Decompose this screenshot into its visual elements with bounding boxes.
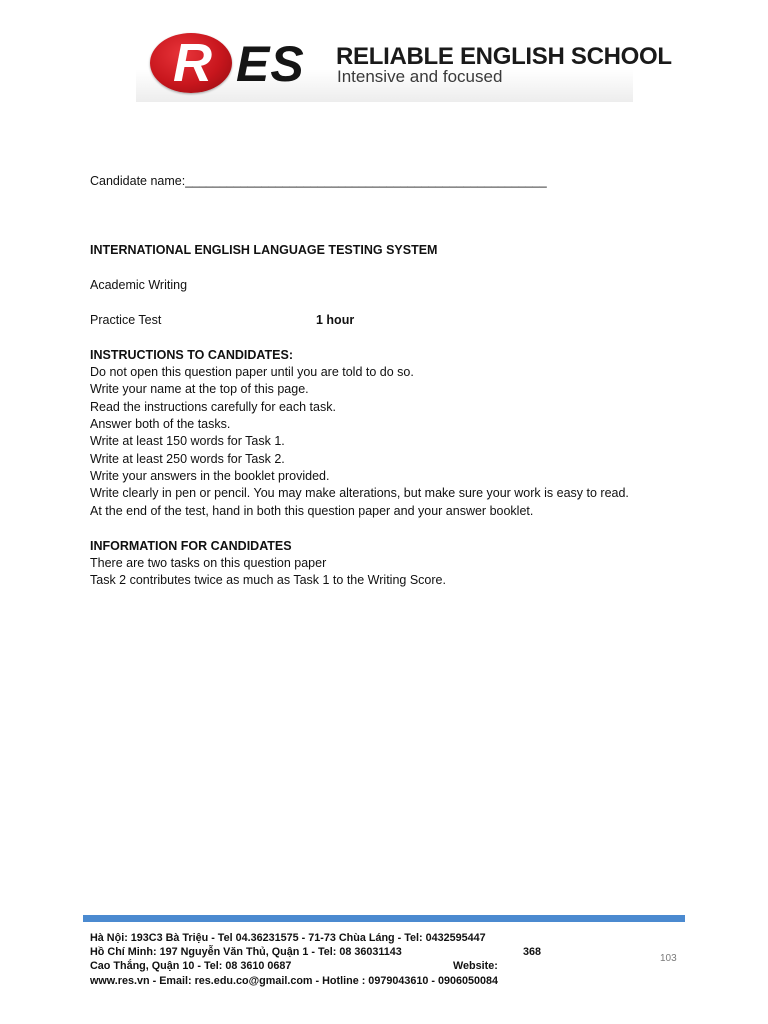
- test-label: Practice Test: [90, 313, 162, 327]
- page-number: 103: [660, 953, 677, 964]
- footer-hanoi-line: Hà Nội: 193C3 Bà Triệu - Tel 04.36231575 - 71-73 Chùa Láng - Tel: 0432595447: [90, 932, 486, 944]
- footer-hcm-line: Hồ Chí Minh: 197 Nguyễn Văn Thủ, Quận 1 - Tel: 08 36031143: [90, 946, 402, 959]
- information-item: Task 2 contributes twice as much as Task 1 to the Writing Score.: [90, 573, 446, 587]
- exam-title: INTERNATIONAL ENGLISH LANGUAGE TESTING SYSTEM: [90, 243, 438, 257]
- footer-contact-line: www.res.vn - Email: res.edu.co@gmail.com - Hotline : 0979043610 - 0906050084: [90, 974, 498, 987]
- school-tagline: Intensive and focused: [337, 67, 503, 86]
- instruction-item: Answer both of the tasks.: [90, 417, 231, 431]
- information-item: There are two tasks on this question paper: [90, 556, 327, 570]
- test-duration: 1 hour: [316, 313, 355, 327]
- instruction-item: Write at least 250 words for Task 2.: [90, 452, 285, 466]
- instruction-item: Write clearly in pen or pencil. You may make alterations, but make sure your work is easy to read.: [90, 486, 629, 500]
- candidate-name-line: Candidate name:____________________________________________________: [90, 174, 547, 188]
- instruction-item: Write your name at the top of this page.: [90, 382, 309, 396]
- footer-divider-bar: [83, 915, 685, 922]
- information-heading: INFORMATION FOR CANDIDATES: [90, 539, 292, 553]
- instruction-item: Do not open this question paper until you are told to do so.: [90, 365, 414, 379]
- instructions-heading: INSTRUCTIONS TO CANDIDATES:: [90, 348, 294, 362]
- logo-letters-es: ES: [236, 36, 305, 92]
- footer-district-line: Cao Thắng, Quận 10 - Tel: 08 3610 0687: [90, 960, 292, 973]
- module-name: Academic Writing: [90, 278, 188, 292]
- logo-letter-r: R: [173, 33, 211, 93]
- footer-contact-block: [90, 931, 570, 988]
- instruction-item: Write at least 150 words for Task 1.: [90, 434, 285, 448]
- footer-hcm-line-end: 368: [523, 946, 542, 959]
- footer-website-label: Website:: [453, 960, 498, 973]
- instruction-item: Read the instructions carefully for each task.: [90, 400, 336, 414]
- instruction-item: Write your answers in the booklet provided.: [90, 469, 330, 483]
- instruction-item: At the end of the test, hand in both this question paper and your answer booklet.: [90, 504, 534, 518]
- school-name: RELIABLE ENGLISH SCHOOL: [336, 43, 672, 70]
